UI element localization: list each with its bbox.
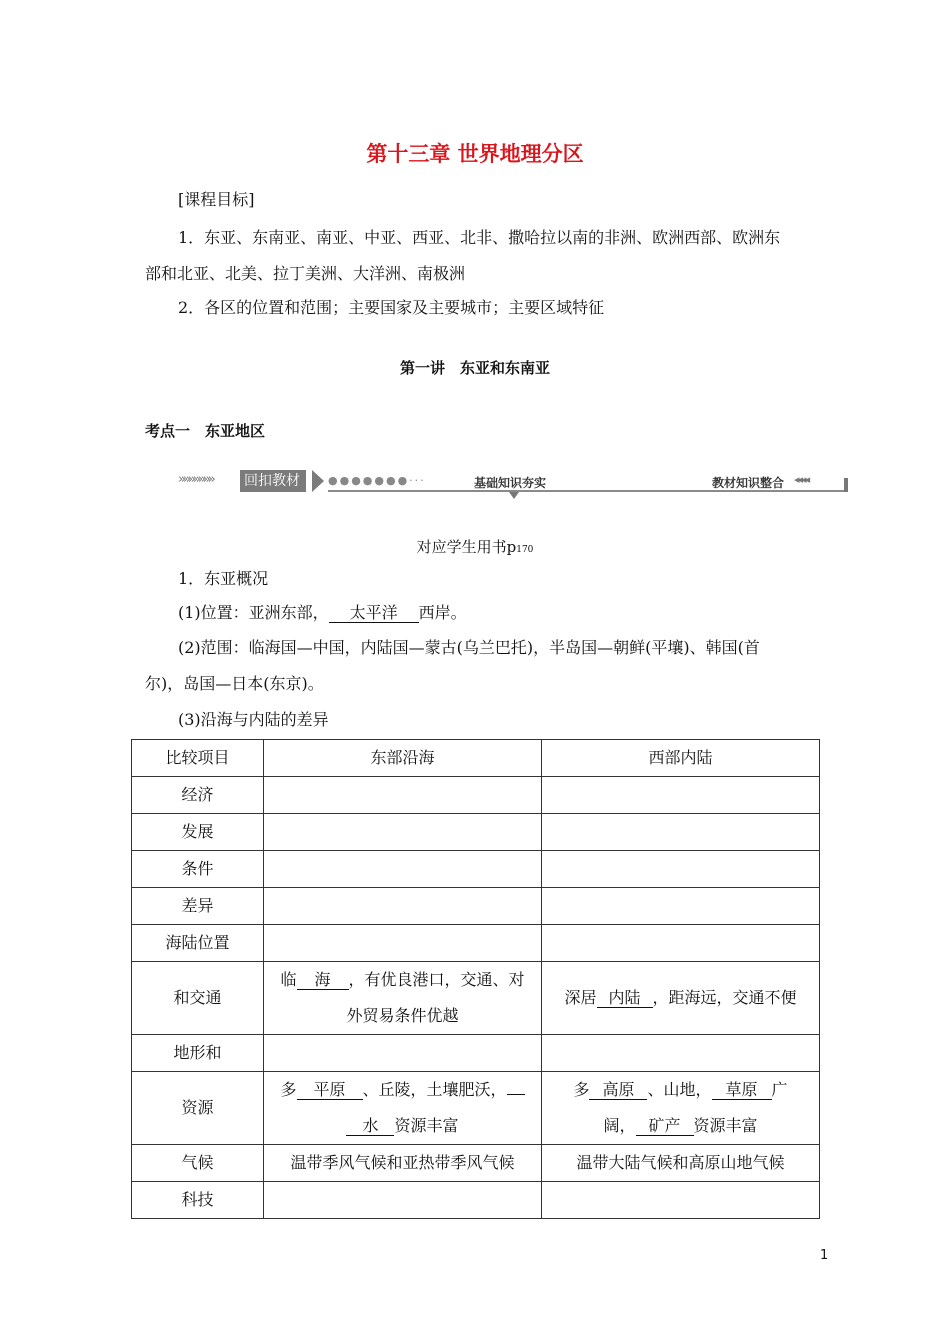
range-line-cont: 尔)，岛国—日本(东京)。 (145, 674, 324, 693)
range-line: (2)范围：临海国—中国，内陆国—蒙古(乌兰巴托)，半岛国—朝鲜(平壤)、韩国(首 (178, 638, 760, 657)
cell-climate-inland: 温带大陆气候和高原山地气候 (542, 1145, 820, 1182)
cell-resources-inland: 多 高原 、山地， 草原 广 阔， 矿产 资源丰富 (542, 1072, 820, 1145)
tab-arrow-icon (312, 470, 324, 492)
row-label: 经济 (132, 777, 264, 814)
difference-heading: (3)沿海与内陆的差异 (178, 710, 329, 729)
table-row (132, 1035, 820, 1072)
row-label: 和交通 (132, 962, 264, 1035)
row-label: 海陆位置 (132, 925, 264, 962)
cell-climate-coastal: 温带季风气候和亚热带季风气候 (264, 1145, 542, 1182)
banner-tab: 回扣教材 (240, 470, 306, 492)
arrows-left-icon: ◂◂◂◂ (794, 473, 809, 486)
table-row (132, 1182, 820, 1219)
table-header: 比较项目 (132, 740, 264, 777)
row-label: 科技 (132, 1182, 264, 1219)
comparison-table (131, 739, 820, 1219)
table-row (132, 925, 820, 962)
table-row (132, 962, 820, 1035)
banner-mid-label: 基础知识夯实 (474, 476, 547, 490)
goal-item-1: 1．东亚、东南亚、南亚、中亚、西亚、北非、撒哈拉以南的非洲、欧洲西部、欧洲东 (178, 228, 781, 247)
cell-traffic-coastal: 临 海 ，有优良港口，交通、对 外贸易条件优越 (264, 962, 542, 1035)
table-row (132, 777, 820, 814)
table-row (132, 888, 820, 925)
row-label: 资源 (132, 1072, 264, 1145)
section-heading-1: 1．东亚概况 (178, 569, 269, 588)
position-line: (1)位置：亚洲东部， 太平洋 西岸。 (178, 603, 467, 622)
table-row (132, 1145, 820, 1182)
table-header: 东部沿海 (264, 740, 542, 777)
textbook-reference: 对应学生用书p170 (416, 538, 534, 556)
dots-icon: ●●●●●●●··· (328, 474, 426, 487)
chapter-title: 第十三章 世界地理分区 (366, 142, 584, 166)
goal-item-2: 2．各区的位置和范围；主要国家及主要城市；主要区域特征 (178, 298, 605, 317)
goal-heading: [课程目标] (178, 190, 255, 209)
page-number: 1 (820, 1248, 829, 1263)
banner-end-bar (844, 478, 848, 492)
goal-item-1-cont: 部和北亚、北美、拉丁美洲、大洋洲、南极洲 (145, 264, 466, 283)
row-label: 差异 (132, 888, 264, 925)
row-label: 气候 (132, 1145, 264, 1182)
chevrons-icon: »»»»»»» (178, 472, 213, 487)
table-row (132, 851, 820, 888)
table-row (132, 1072, 820, 1145)
point-title: 考点一 东亚地区 (145, 422, 266, 440)
lesson-title: 第一讲 东亚和东南亚 (399, 359, 550, 377)
table-header-row (132, 740, 820, 777)
table-header: 西部内陆 (542, 740, 820, 777)
cell-traffic-inland: 深居 内陆 ，距海远，交通不便 (542, 962, 820, 1035)
banner-right-label: 教材知识整合 (712, 476, 785, 490)
row-label: 地形和 (132, 1035, 264, 1072)
section-banner (178, 470, 848, 492)
table-row (132, 814, 820, 851)
row-label: 条件 (132, 851, 264, 888)
triangle-down-icon (509, 492, 519, 499)
cell-resources-coastal: 多 平原 、丘陵，土壤肥沃， 水 资源丰富 (264, 1072, 542, 1145)
row-label: 发展 (132, 814, 264, 851)
